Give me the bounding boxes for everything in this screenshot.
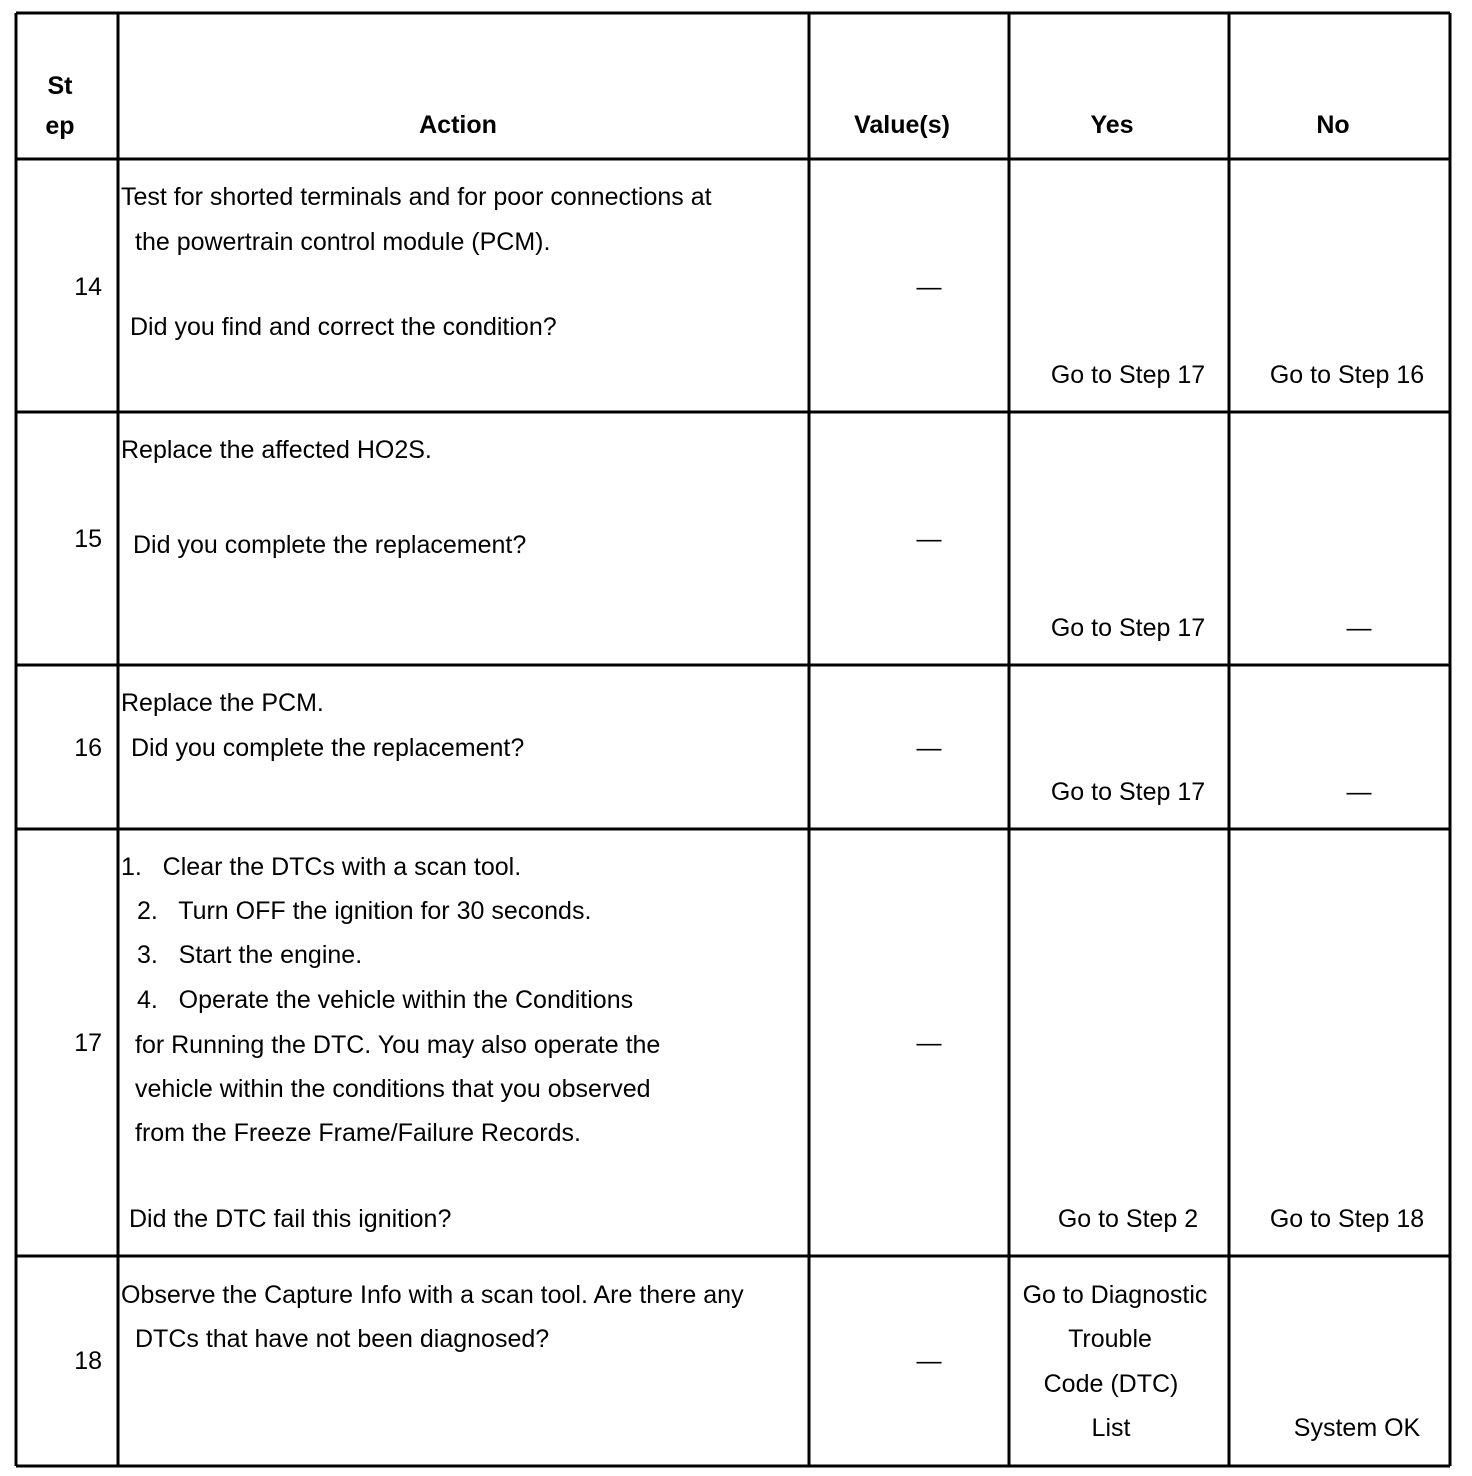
- action-question: Did you complete the replacement?: [133, 531, 527, 559]
- step-number: 14: [74, 273, 102, 301]
- value-dash: —: [916, 1347, 942, 1375]
- header-step-line-1: St: [47, 72, 73, 100]
- action-text: vehicle within the conditions that you observed: [135, 1075, 651, 1103]
- action-text: Observe the Capture Info with a scan tool. Are there any: [121, 1281, 744, 1309]
- header-values: Value(s): [854, 111, 950, 139]
- no-outcome: —: [1346, 778, 1372, 806]
- step-number: 16: [74, 734, 102, 762]
- step-number: 18: [74, 1347, 102, 1375]
- action-text: Test for shorted terminals and for poor connections at: [121, 183, 712, 211]
- value-dash: —: [916, 525, 942, 553]
- action-question: Did you find and correct the condition?: [130, 313, 557, 341]
- no-outcome: Go to Step 18: [1269, 1205, 1425, 1233]
- yes-outcome: Trouble: [1068, 1325, 1152, 1353]
- yes-outcome: Go to Diagnostic: [1022, 1281, 1208, 1309]
- action-text: Replace the PCM.: [121, 689, 324, 717]
- action-list-item: 2. Turn OFF the ignition for 30 seconds.: [137, 897, 592, 925]
- action-list-item: 3. Start the engine.: [137, 941, 363, 969]
- yes-outcome: Go to Step 17: [1050, 361, 1206, 389]
- action-question: Did you complete the replacement?: [131, 734, 525, 762]
- header-step-line-2: ep: [45, 112, 75, 140]
- header-no: No: [1316, 111, 1350, 139]
- yes-outcome: List: [1091, 1414, 1131, 1442]
- action-text: from the Freeze Frame/Failure Records.: [135, 1119, 581, 1147]
- header-yes: Yes: [1090, 111, 1134, 139]
- action-text: the powertrain control module (PCM).: [135, 228, 551, 256]
- action-text: Replace the affected HO2S.: [121, 436, 432, 464]
- action-text: for Running the DTC. You may also operate the: [135, 1031, 661, 1059]
- yes-outcome: Go to Step 17: [1050, 614, 1206, 642]
- value-dash: —: [916, 734, 942, 762]
- no-outcome: —: [1346, 614, 1372, 642]
- yes-outcome: Go to Step 17: [1050, 778, 1206, 806]
- step-number: 17: [74, 1029, 102, 1057]
- yes-outcome: Go to Step 2: [1057, 1205, 1199, 1233]
- yes-outcome: Code (DTC): [1043, 1370, 1179, 1398]
- value-dash: —: [916, 1029, 942, 1057]
- action-question: Did the DTC fail this ignition?: [129, 1205, 452, 1233]
- action-question: DTCs that have not been diagnosed?: [135, 1325, 550, 1353]
- header-action: Action: [419, 111, 497, 139]
- action-list-item: 1. Clear the DTCs with a scan tool.: [121, 853, 522, 881]
- no-outcome: Go to Step 16: [1269, 361, 1425, 389]
- action-list-item: 4. Operate the vehicle within the Conditions: [137, 986, 634, 1014]
- value-dash: —: [916, 273, 942, 301]
- no-outcome: System OK: [1293, 1414, 1421, 1442]
- step-number: 15: [74, 525, 102, 553]
